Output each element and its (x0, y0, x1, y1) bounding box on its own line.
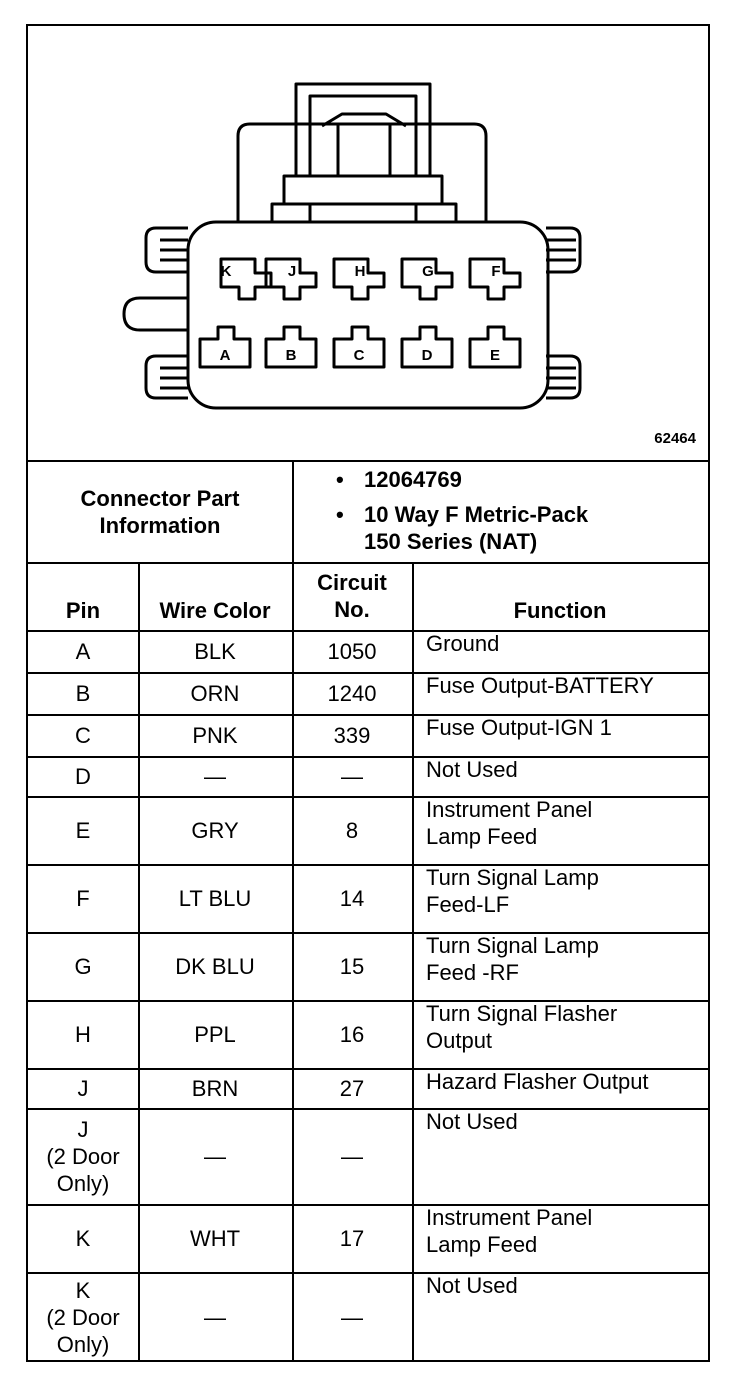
wire-color-cell: WHT (189, 1225, 241, 1251)
pin-label-F: F (491, 263, 501, 280)
header-circuit-no: Circuit No. (317, 570, 387, 622)
function-cell: Fuse Output-BATTERY (426, 673, 654, 698)
header-function: Function (513, 598, 607, 623)
diagram-frame (26, 24, 710, 1362)
connector-drawing (28, 26, 708, 462)
function-cell: Turn Signal Lamp Feed-LF (426, 865, 599, 917)
wire-color-cell: GRY (191, 817, 239, 843)
wire-color-cell: PNK (192, 722, 238, 748)
function-cell: Turn Signal Flasher Output (426, 1001, 618, 1053)
connector-top-housing (238, 124, 486, 222)
pin-label-E: E (489, 347, 501, 364)
connector-face-svg (28, 26, 708, 462)
connector-latch (296, 84, 430, 176)
pin-label-G: G (422, 263, 434, 280)
function-cell: Not Used (426, 1273, 518, 1298)
circuit-cell: 14 (339, 885, 365, 911)
left-tab (124, 298, 188, 330)
pin-cell: K (75, 1225, 91, 1251)
function-cell: Turn Signal Lamp Feed -RF (426, 933, 599, 985)
header-wire-color: Wire Color (159, 598, 271, 623)
part-number: 12064769 (364, 467, 462, 492)
wire-color-cell: BLK (194, 638, 236, 664)
pin-cell: A (75, 638, 91, 664)
function-cell: Ground (426, 631, 500, 656)
pin-label-D: D (421, 347, 433, 364)
pin-cell: F (76, 885, 90, 911)
pin-label-A: A (219, 347, 231, 364)
pin-cell: G (74, 953, 92, 979)
circuit-cell: — (341, 1143, 363, 1169)
wire-color-cell: DK BLU (175, 953, 255, 979)
circuit-cell: 15 (339, 953, 365, 979)
circuit-cell: 1050 (327, 638, 377, 664)
pin-cell: J (77, 1075, 89, 1101)
pin-label-K: K (220, 263, 232, 280)
circuit-cell: 339 (333, 722, 371, 748)
pin-label-B: B (285, 347, 297, 364)
connector-body (188, 222, 548, 408)
circuit-cell: 17 (339, 1225, 365, 1251)
wire-color-cell: LT BLU (178, 885, 252, 911)
figure-number: 62464 (654, 430, 696, 447)
function-cell: Not Used (426, 1109, 518, 1134)
pin-cell: B (75, 680, 91, 706)
circuit-cell: 8 (345, 817, 359, 843)
divider-info-mid (292, 460, 294, 562)
pin-label-J: J (287, 263, 297, 280)
function-cell: Instrument Panel Lamp Feed (426, 1205, 593, 1257)
wire-color-cell: — (204, 763, 226, 789)
function-cell: Not Used (426, 757, 518, 782)
function-cell: Hazard Flasher Output (426, 1069, 649, 1094)
header-pin: Pin (65, 598, 101, 623)
connector-info-label: Connector Part Information (80, 486, 240, 538)
pin-cell: D (75, 763, 91, 789)
pin-label-C: C (353, 347, 365, 364)
connector-type-item: • 10 Way F Metric-Pack 150 Series (NAT) (336, 502, 589, 554)
function-cell: Fuse Output-IGN 1 (426, 715, 612, 740)
connector-type: 10 Way F Metric-Pack 150 Series (NAT) (364, 502, 589, 554)
pin-cell: J (2 Door Only) (46, 1116, 120, 1196)
circuit-cell: — (341, 763, 363, 789)
connector-info-values (336, 466, 706, 555)
pin-cell: C (75, 722, 91, 748)
circuit-cell: 1240 (327, 680, 377, 706)
circuit-cell: 27 (339, 1075, 365, 1101)
pin-cell: H (75, 1021, 91, 1047)
part-number-item: • 12064769 (336, 467, 462, 492)
circuit-cell: 16 (339, 1021, 365, 1047)
function-cell: Instrument Panel Lamp Feed (426, 797, 593, 849)
wire-color-cell: PPL (194, 1021, 236, 1047)
wire-color-cell: BRN (191, 1075, 239, 1101)
pin-cell: E (75, 817, 91, 843)
circuit-cell: — (341, 1304, 363, 1330)
wire-color-cell: — (204, 1143, 226, 1169)
pin-label-H: H (354, 263, 366, 280)
wire-color-cell: — (204, 1304, 226, 1330)
pin-cell: K (2 Door Only) (46, 1277, 120, 1357)
wire-color-cell: ORN (190, 680, 240, 706)
